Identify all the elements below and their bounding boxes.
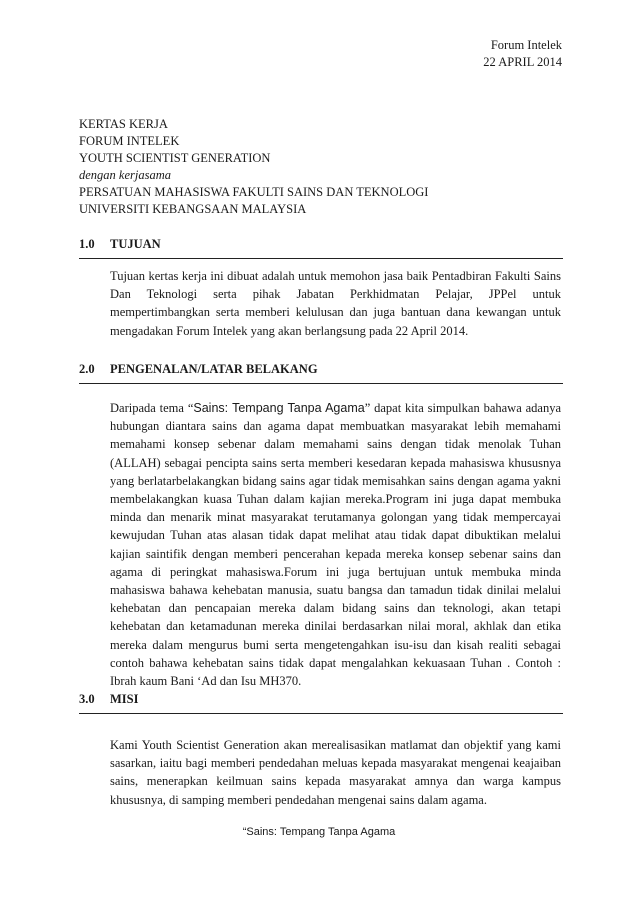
title-line-3: YOUTH SCIENTIST GENERATION [79,151,271,165]
section-number: 2.0 [79,362,95,376]
title-line-6: UNIVERSITI KEBANGSAAN MALAYSIA [79,202,307,216]
section-heading-tujuan [79,236,563,259]
page-footer: “Sains: Tempang Tanpa Agama [242,826,396,838]
theme-quote: Sains: Tempang Tanpa Agama [193,401,365,415]
section-body-tujuan: Tujuan kertas kerja ini dibuat adalah untuk memohon jasa baik Pentadbiran Fakulti Sains Dan Teknologi serta pihak Jabatan Perkhidmatan Pelajar, JPPel untuk mempertimbangkan serta memberi kelulusan dan juga bantuan dana kewangan untuk mengadakan Forum Intelek yang akan berlangsung pada 22 April 2014. [110,269,561,338]
section-heading-misi [79,691,563,714]
page-header [483,37,562,71]
header-org: Forum Intelek [490,38,562,52]
section-heading-pengenalan [79,361,563,384]
title-line-1: KERTAS KERJA [79,117,168,131]
section-number: 3.0 [79,692,95,706]
section-title: TUJUAN [110,237,161,251]
section-body-pengenalan [110,399,561,690]
header-date: 22 APRIL 2014 [483,55,562,69]
title-block [79,116,428,218]
section-title: PENGENALAN/LATAR BELAKANG [110,362,318,376]
body-text-pre: Daripada tema “ [110,401,194,415]
section-number: 1.0 [79,237,95,251]
title-line-4: dengan kerjasama [79,168,171,182]
section-body-misi: Kami Youth Scientist Generation akan merealisasikan matlamat dan objektif yang kami sasarkan, iaitu bagi memberi pendedahan meluas kepada masyarakat mengenai keajaiban sains, menerapkan keilmuan sains kepada masyarakat amnya dan warga kampus khususnya, di samping memberi pendedahan mengenai sains dalam agama. [110,738,561,807]
section-title: MISI [110,692,139,706]
title-line-2: FORUM INTELEK [79,134,180,148]
title-line-5: PERSATUAN MAHASISWA FAKULTI SAINS DAN TEKNOLOGI [79,185,429,199]
body-text-post: ” dapat kita simpulkan bahawa adanya hubungan diantara sains dan agama dapat membuatkan masyarakat lebih memahami memahami konsep sebenar dalam memahami sains dengan tidak menolak Tuhan (ALLAH) sebagai pencipta sains serta memberi kesedaran kepada mahasiswa khususnya yang berlatarbelakangkan bidang sains agar tidak memisahkan sains dengan agama yakni membelakangkan kuasa Tuhan dalam kajian mereka.Program ini juga dapat membuka minda dan menarik minat masyarakat terutamanya golongan yang tidak mempercayai kewujudan Tuhan atas alasan tidak dapat melihat atau tidak dapat dibuktikan melalui kajian saintifik dengan memberi pencerahan kepada mereka konsep sebenar sains dan agama di peringkat mahasiswa.Forum ini juga bertujuan untuk membuka minda mahasiswa bahawa kehebatan manusia, suatu bangsa dan tamadun tidak dinilai melalui kehebatan dan pencapaian mereka dalam bidang sains dan teknologi, akan tetapi kehebatan dan ketamadunan mereka dinilai berdasarkan nilai moral, akhlak dan etika mereka dalam mengurus bumi serta mengetengahkan isu-isu dan kisah realiti sebagai contoh bahawa kehebatan sains tidak dapat mengalahkan kekuasaan Tuhan . Contoh : Ibrah kaum Bani ‘Ad dan Isu MH370. [110,401,561,689]
